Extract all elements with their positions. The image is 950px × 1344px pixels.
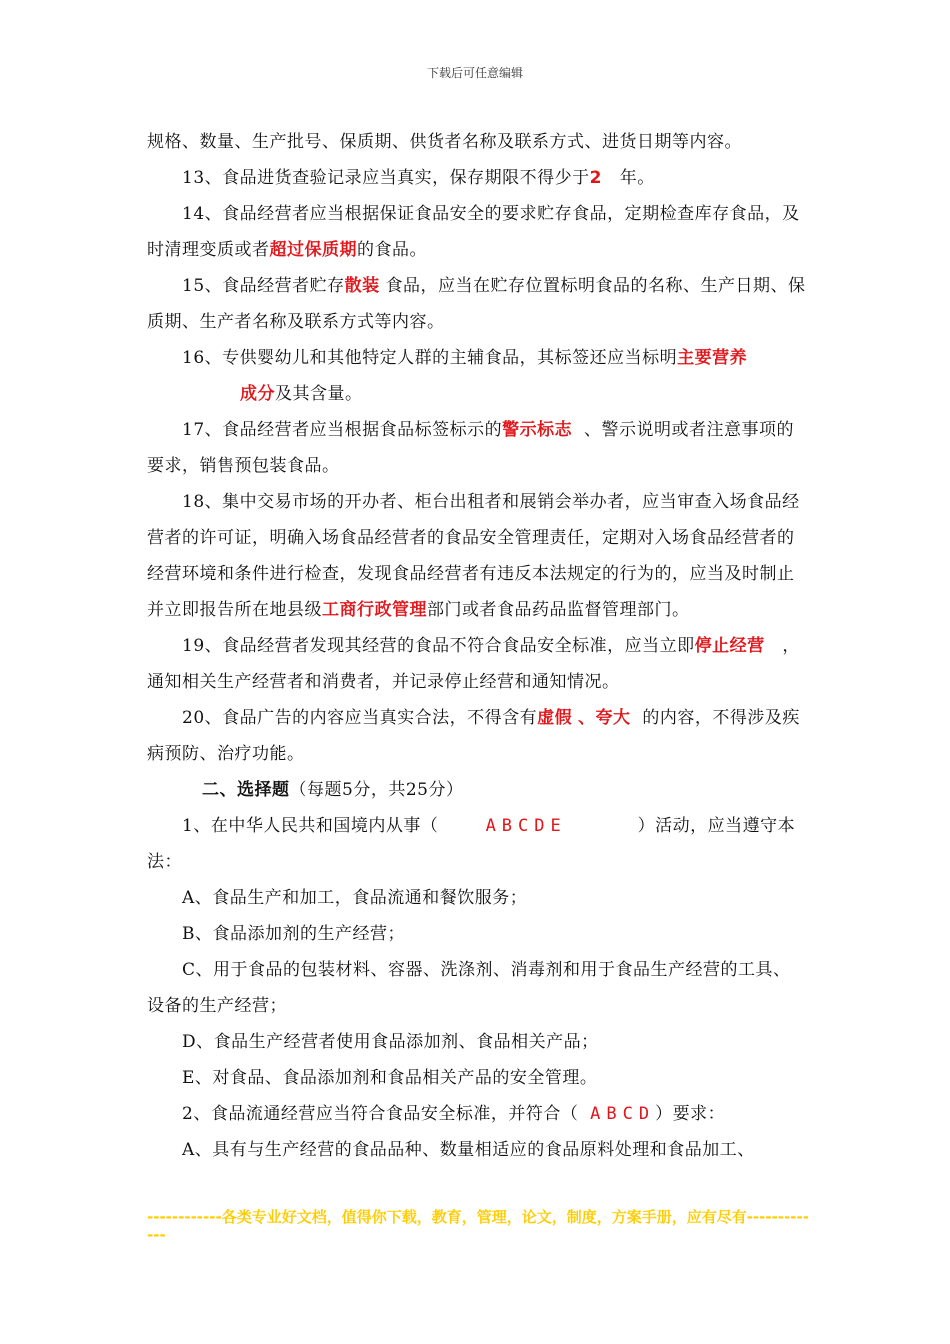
q14-text: 14、食品经营者应当根据保证食品安全的要求贮存食品，定期检查库存食品，及时清理变质或者 (147, 204, 800, 260)
page-header: 下载后可任意编辑 (426, 66, 523, 80)
c1-option-a: A、食品生产和加工，食品流通和餐饮服务； (182, 888, 528, 908)
q13-answer: 2 (589, 168, 602, 188)
q20-answer-1: 虚假 (537, 708, 573, 728)
q20-text: 20、食品广告的内容应当真实合法，不得含有 (182, 708, 538, 728)
question-15 (147, 268, 807, 340)
q16-tail: 及其含量。 (275, 384, 363, 404)
c1-option-e: E、对食品、食品添加剂和食品相关产品的安全管理。 (182, 1068, 598, 1088)
q18-tail: 部门或者食品药品监督管理部门。 (427, 600, 690, 620)
c1-option-d: D、食品生产经营者使用食品添加剂、食品相关产品； (182, 1032, 599, 1052)
question-19 (147, 628, 807, 700)
q16-answer-part1: 主要营养 (677, 348, 748, 368)
q19-answer: 停止经营 (694, 636, 765, 656)
choice-question-1 (147, 808, 807, 880)
paragraph-12-tail: 规格、数量、生产批号、保质期、供货者名称及联系方式、进货日期等内容。 (147, 132, 742, 152)
c2-text: 2、食品流通经营应当符合食品安全标准，并符合（ (182, 1104, 579, 1124)
document-body (147, 124, 807, 1168)
c1-text: 1、在中华人民共和国境内从事（ (182, 816, 439, 836)
q20-tail: 的内容，不得涉及疾病预防、治疗功能。 (147, 708, 800, 764)
question-20 (147, 700, 807, 772)
q15-text: 15、食品经营者贮存 (182, 276, 345, 296)
q15-answer: 散装 (344, 276, 380, 296)
question-17 (147, 412, 807, 484)
q13-text: 13、食品进货查验记录应当真实，保存期限不得少于 (182, 168, 590, 188)
section-2-note: （每题5分，共25分） (289, 780, 464, 800)
c1-option-c: C、用于食品的包装材料、容器、洗涤剂、消毒剂和用于食品生产经营的工具、设备的生产经营； (147, 960, 791, 1016)
question-18 (147, 484, 807, 628)
c1-tail: ）活动，应当遵守本法： (147, 816, 796, 872)
section-2-title: 二、选择题 (202, 780, 290, 800)
c2-option-a: A、具有与生产经营的食品品种、数量相适应的食品原料处理和食品加工、 (182, 1140, 755, 1160)
q17-tail: 、警示说明或者注意事项的要求，销售预包装食品。 (147, 420, 794, 476)
q20-separator: 、 (578, 708, 596, 728)
q20-answer-2: 夸大 (595, 708, 631, 728)
q18-answer: 工商行政管理 (322, 600, 427, 620)
c1-answer: ABCDE (485, 816, 567, 836)
c2-tail: ）要求： (655, 1104, 726, 1124)
question-14 (147, 196, 807, 268)
q17-answer: 警示标志 (502, 420, 573, 440)
q14-answer: 超过保质期 (269, 240, 357, 260)
c2-answer: ABCD (590, 1104, 656, 1124)
q19-tail: ，通知相关生产经营者和消费者，并记录停止经营和通知情况。 (147, 636, 800, 692)
section-2-heading (147, 772, 807, 808)
q15-tail: 食品，应当在贮存位置标明食品的名称、生产日期、保质期、生产者名称及联系方式等内容。 (147, 276, 806, 332)
question-13 (147, 160, 807, 196)
q19-text: 19、食品经营者发现其经营的食品不符合食品安全标准，应当立即 (182, 636, 695, 656)
question-16-cont (147, 376, 807, 412)
choice-question-2 (147, 1096, 807, 1132)
question-16 (147, 340, 807, 376)
q13-tail: 年。 (619, 168, 655, 188)
q18-text: 18、集中交易市场的开办者、柜台出租者和展销会举办者，应当审查入场食品经营者的许可证，明确入场食品经营者的食品安全管理责任，定期对入场食品经营者的经营环境和条件进行检查，发现食品经营者有违反本法规定的行为的，应当及时制止并立即报告所在地县级 (147, 492, 800, 620)
q16-answer-part2: 成分 (240, 384, 275, 404)
q16-text: 16、专供婴幼儿和其他特定人群的主辅食品，其标签还应当标明 (182, 348, 678, 368)
c1-option-b: B、食品添加剂的生产经营； (182, 924, 405, 944)
q14-tail: 的食品。 (357, 240, 427, 260)
footer-banner: ------------各类专业好文档，值得你下载，教育，管理，论文，制度，方案手册，应有尽有------------- (147, 1208, 809, 1244)
q17-text: 17、食品经营者应当根据食品标签标示的 (182, 420, 503, 440)
